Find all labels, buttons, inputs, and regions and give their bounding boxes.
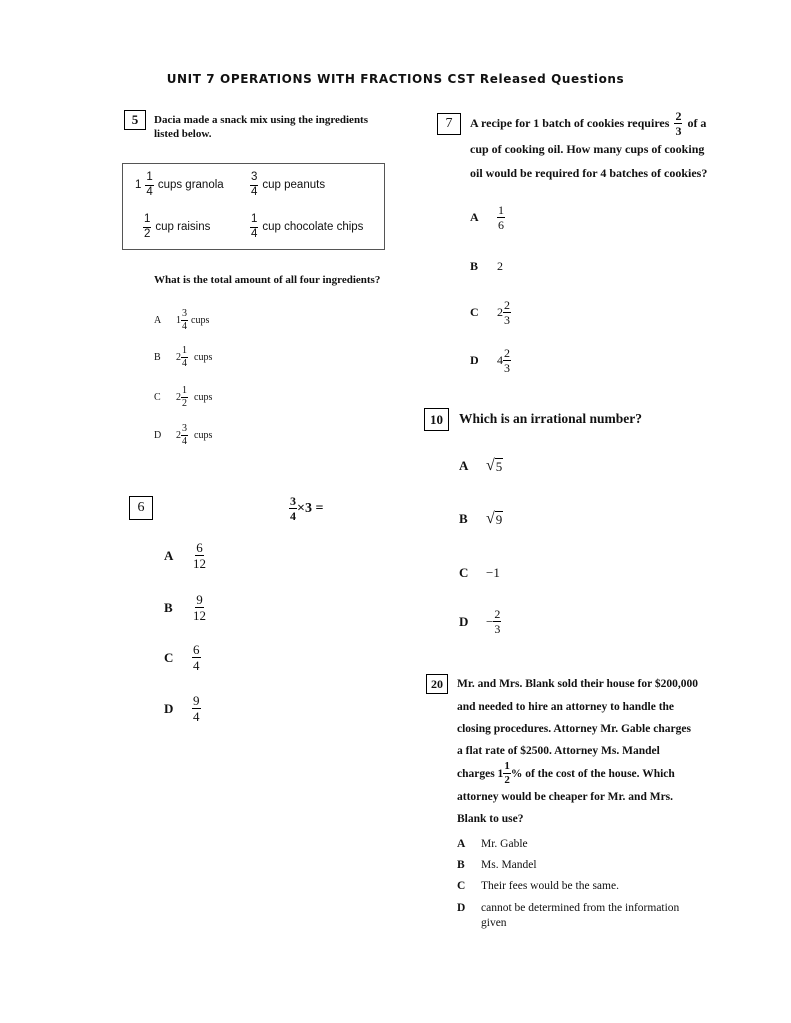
expression-rest: ×3 = (297, 500, 324, 516)
option-whole: 2 (497, 259, 503, 273)
q6-option-d[interactable] (164, 694, 201, 723)
frac-num: 2 (504, 298, 510, 312)
frac-den: 12 (193, 608, 206, 623)
question-number-20: 20 (426, 674, 448, 694)
frac-den: 2 (182, 398, 187, 409)
option-text: Ms. Mandel (481, 859, 537, 871)
frac-den: 4 (182, 321, 187, 332)
frac-num: 3 (182, 423, 187, 434)
ingredient-whole: 1 (135, 179, 142, 191)
q7-prompt-line3: oil would be required for 4 batches of cookies? (470, 166, 708, 180)
q10-question: Which is an irrational number? (459, 411, 643, 426)
option-letter: D (154, 430, 162, 441)
frac-den: 4 (290, 509, 296, 523)
radical-sign: √ (486, 510, 495, 527)
frac-num: 3 (290, 494, 296, 508)
option-letter: C (164, 649, 174, 665)
q5-option-a[interactable] (154, 309, 209, 332)
prompt-text: charges 1 (457, 767, 504, 780)
frac-den: 4 (193, 709, 200, 724)
frac-den: 2 (504, 774, 510, 786)
q20-line6: attorney would be cheaper for Mr. and Mrs. (457, 791, 674, 803)
prompt-fraction (503, 761, 511, 786)
ingredient-fraction (250, 172, 258, 198)
option-letter: B (459, 511, 468, 526)
question-number-10: 10 (424, 408, 449, 431)
option-unit: cups (194, 352, 213, 363)
option-letter: A (459, 458, 469, 473)
prompt-text: % of the cost of the house. Which (510, 767, 675, 780)
radical-sign: √ (486, 457, 495, 474)
option-fraction (181, 346, 188, 369)
option-fraction (192, 541, 207, 570)
frac-num: 2 (494, 607, 501, 621)
frac-num: 6 (193, 642, 200, 657)
option-fraction (181, 424, 188, 447)
option-text: Their fees would be the same. (481, 880, 619, 892)
frac-num: 3 (182, 308, 187, 319)
frac-num: 1 (504, 760, 510, 772)
q20-option-c[interactable] (457, 880, 619, 892)
frac-num: 2 (675, 109, 682, 123)
frac-den: 4 (182, 358, 187, 369)
option-whole: 2 (176, 352, 181, 363)
q20-option-a[interactable] (457, 838, 528, 850)
frac-num: 1 (498, 203, 504, 217)
frac-num: 6 (196, 540, 203, 555)
option-letter: D (164, 700, 174, 716)
prompt-text: A recipe for 1 batch of cookies requires (470, 116, 670, 130)
ingredient-fraction (145, 172, 153, 198)
q6-option-b[interactable] (164, 593, 207, 622)
option-letter: A (154, 315, 162, 326)
option-whole: 2 (497, 305, 503, 319)
option-letter: B (164, 599, 173, 615)
q5-option-d[interactable] (154, 424, 212, 447)
option-whole: 2 (176, 392, 181, 403)
option-whole: 1 (176, 315, 181, 326)
ingredient-fraction (250, 214, 258, 240)
frac-num: 1 (182, 345, 187, 356)
radicand: 9 (495, 511, 503, 527)
expression-fraction (289, 495, 297, 522)
prompt-text: of a (687, 116, 707, 130)
page-title: UNIT 7 OPERATIONS WITH FRACTIONS CST Released Questions (166, 72, 625, 86)
q5-prompt-line2: listed below. (154, 128, 212, 140)
q20-option-b[interactable] (457, 859, 537, 871)
q20-line7: Blank to use? (457, 813, 524, 825)
question-number-5: 5 (124, 110, 146, 130)
option-text: cannot be determined from the information (481, 902, 680, 914)
q20-line3: closing procedures. Attorney Mr. Gable charges (457, 723, 691, 735)
q20-line5 (457, 761, 675, 786)
option-unit: cups (194, 392, 213, 403)
frac-den: 6 (498, 218, 504, 232)
frac-num: 9 (196, 592, 203, 607)
option-letter: C (459, 565, 469, 580)
ingredient-peanuts (250, 172, 325, 198)
q20-line1: Mr. and Mrs. Blank sold their house for $200,000 (457, 678, 698, 690)
frac-den: 4 (251, 227, 258, 240)
option-unit: cups (194, 430, 213, 441)
ingredient-label: cup chocolate chips (262, 221, 364, 233)
ingredient-raisins (143, 214, 210, 240)
option-text: Mr. Gable (481, 838, 528, 850)
option-fraction (192, 694, 201, 723)
q20-line4: a flat rate of $2500. Attorney Ms. Mandel (457, 745, 660, 757)
q20-option-d[interactable] (457, 902, 679, 914)
q6-expression (289, 495, 323, 522)
option-letter: A (470, 210, 479, 224)
option-letter: B (154, 352, 161, 363)
option-letter: C (457, 880, 466, 892)
q5-option-b[interactable] (154, 346, 212, 369)
ingredients-box (122, 163, 385, 250)
option-fraction (192, 593, 207, 622)
frac-den: 2 (144, 227, 151, 240)
frac-num: 1 (145, 172, 153, 186)
option-fraction (192, 643, 201, 672)
option-letter: A (457, 838, 466, 850)
frac-num: 3 (250, 172, 258, 186)
option-whole: 4 (497, 353, 503, 367)
question-number-7: 7 (437, 113, 461, 135)
option-value: −1 (486, 565, 500, 580)
q6-option-a[interactable] (164, 541, 207, 570)
ingredient-label: cup raisins (155, 221, 211, 233)
frac-num: 2 (504, 346, 510, 360)
q6-option-c[interactable] (164, 643, 201, 672)
option-letter: D (459, 613, 469, 629)
option-fraction (181, 386, 188, 409)
option-sign: − (486, 613, 494, 629)
q20-line2: and needed to hire an attorney to handle the (457, 701, 675, 713)
option-whole: 2 (176, 430, 181, 441)
frac-den: 3 (675, 124, 682, 138)
option-letter: A (164, 547, 174, 563)
frac-den: 3 (494, 622, 501, 636)
frac-num: 1 (250, 214, 258, 228)
option-letter: B (457, 859, 465, 871)
frac-den: 4 (146, 185, 153, 198)
option-letter: D (457, 902, 466, 914)
frac-den: 4 (193, 658, 200, 673)
option-letter: C (154, 392, 161, 403)
ingredient-granola (135, 172, 224, 198)
ingredient-label: cup peanuts (262, 179, 326, 191)
frac-den: 12 (193, 556, 206, 571)
frac-den: 4 (251, 185, 258, 198)
option-unit: cups (191, 315, 210, 326)
frac-num: 1 (182, 385, 187, 396)
frac-den: 4 (182, 436, 187, 447)
option-letter: D (470, 353, 479, 367)
frac-num: 9 (193, 693, 200, 708)
q5-question: What is the total amount of all four ingredients? (154, 274, 381, 286)
radicand: 5 (495, 458, 503, 474)
q20-option-d-continued: given (481, 917, 507, 929)
frac-num: 1 (143, 214, 151, 228)
frac-den: 3 (504, 313, 510, 327)
option-letter: B (470, 259, 479, 273)
ingredient-label: cups granola (157, 179, 224, 191)
frac-den: 3 (504, 361, 510, 375)
question-number-6: 6 (129, 496, 153, 520)
q5-prompt-line1: Dacia made a snack mix using the ingredients (154, 114, 369, 126)
ingredient-fraction (143, 214, 151, 240)
q5-option-c[interactable] (154, 386, 212, 409)
option-letter: C (470, 305, 479, 319)
ingredient-chocolate-chips (250, 214, 363, 240)
option-fraction (181, 309, 188, 332)
q7-prompt-line2: cup of cooking oil. How many cups of cooking (470, 142, 705, 156)
